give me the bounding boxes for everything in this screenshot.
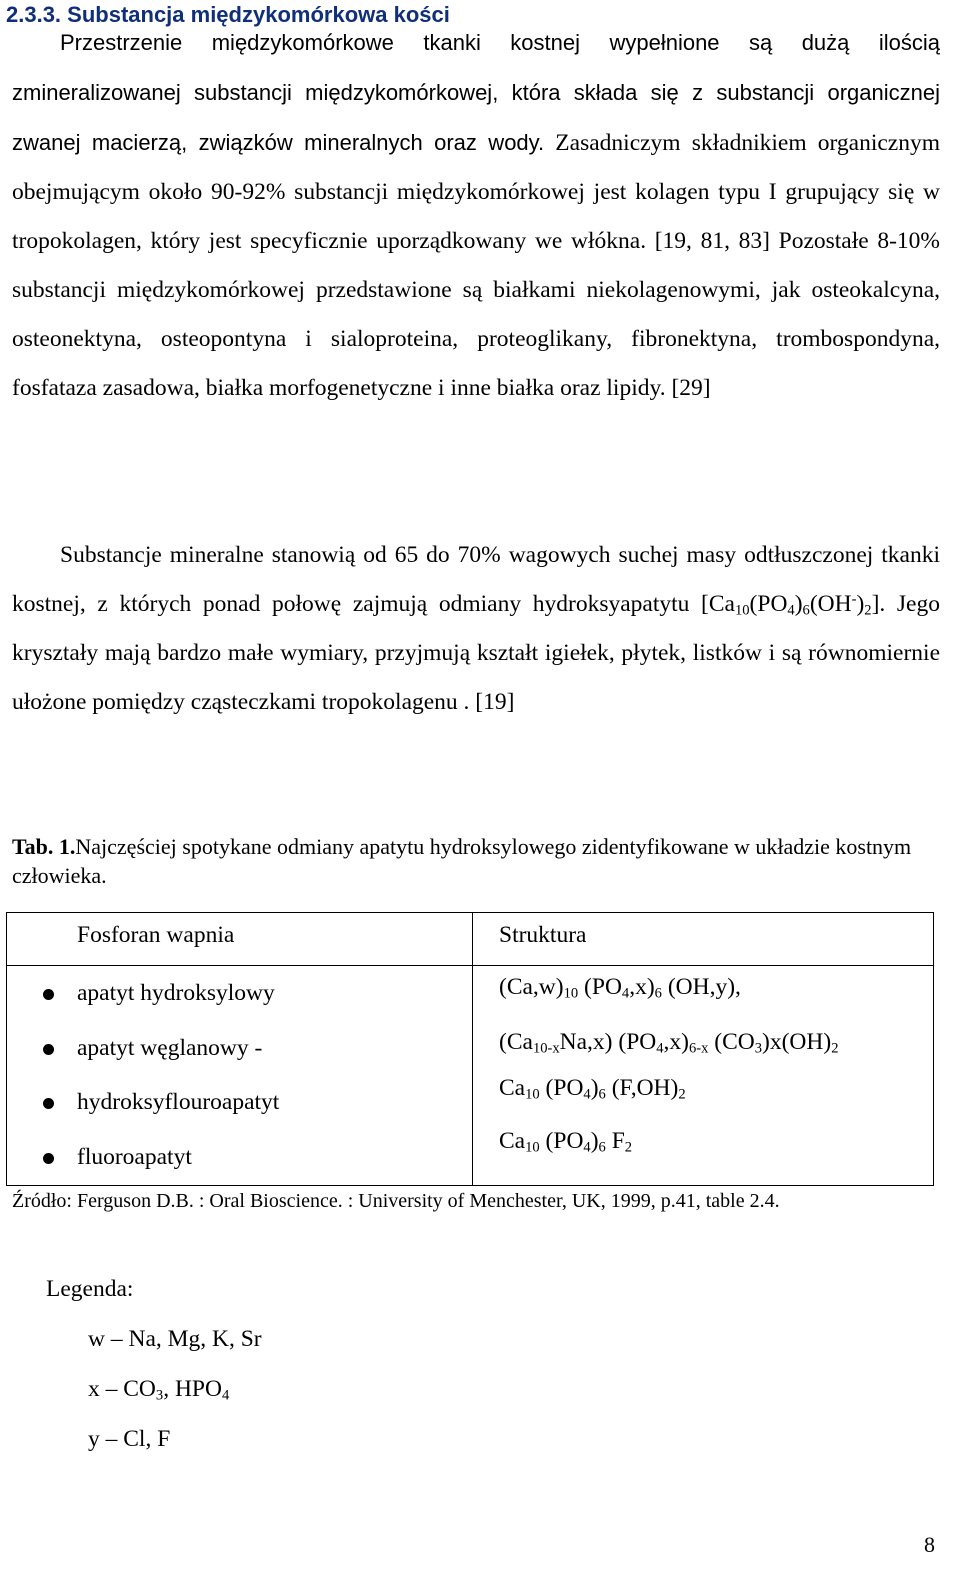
bullet-icon	[43, 1044, 54, 1055]
table-caption-text: Najczęściej spotykane odmiany apatytu hydroksylowego zidentyfikowane w układzie kostnym człowieka.	[12, 834, 912, 888]
formula-text: Ca	[499, 1128, 526, 1154]
formula-text: )	[590, 1075, 599, 1101]
formula-subscript: 4	[583, 1086, 591, 1103]
apatite-name: fluoroapatyt	[77, 1144, 192, 1170]
formula-text: )x(OH)	[762, 1029, 832, 1055]
formula-text: (Ca	[499, 1029, 533, 1055]
formula-text: ,x)	[663, 1029, 689, 1055]
table-row	[7, 1075, 933, 1136]
formula-text: (PO	[578, 974, 622, 1000]
formula-text: (PO	[539, 1128, 584, 1154]
text-run: (OH	[809, 591, 852, 617]
apatite-name: apatyt węglanowy -	[77, 1035, 263, 1061]
formula-subscript: 3	[754, 1040, 763, 1057]
subscript: 3	[155, 1387, 164, 1404]
table-header-calcium-phosphate: Fosforan wapnia	[77, 922, 235, 948]
paragraph-minerals	[12, 531, 940, 727]
paragraph-matrix	[12, 18, 940, 413]
formula-text: (F,OH)	[605, 1075, 679, 1101]
table-source: Źródło: Ferguson D.B. : Oral Bioscience. : University of Menchester, UK, 1999, p.41, table 2.4.	[12, 1190, 780, 1212]
formula-subscript: 6	[598, 1139, 606, 1156]
subscript: 6	[802, 602, 810, 619]
text-run: )	[794, 591, 803, 617]
formula-subscript: 10	[525, 1139, 540, 1156]
formula-subscript: 10	[563, 985, 579, 1002]
text-run: ]. Jego kryształy mają bardzo małe wymiary, przyjmują kształt igiełek, płytek, listków i są równomiernie ułożone pomiędzy cząsteczkami tropokolagenu . [19]	[12, 591, 940, 715]
formula-text: (Ca,w)	[499, 974, 564, 1000]
legend-item-y: y – Cl, F	[88, 1426, 171, 1452]
formula-text: Ca	[499, 1075, 526, 1101]
bullet-icon	[43, 1153, 54, 1164]
formula-subscript: 2	[624, 1139, 633, 1156]
formula-subscript: 4	[656, 1040, 664, 1057]
formula-text: F	[605, 1128, 625, 1154]
formula-subscript: 10	[525, 1086, 540, 1103]
formula-text: )	[590, 1128, 599, 1154]
table-header-divider	[7, 965, 933, 966]
legend-item-x	[88, 1376, 229, 1403]
formula-text: (PO	[539, 1075, 584, 1101]
bullet-icon	[43, 1098, 54, 1109]
text-run: x – CO	[88, 1376, 156, 1402]
table-row	[7, 975, 933, 1027]
formula-text: (OH,y),	[661, 974, 741, 1000]
formula-text: ,x)	[629, 974, 655, 1000]
formula-text: (CO	[708, 1029, 755, 1055]
apatite-name: hydroksyflouroapatyt	[77, 1089, 280, 1115]
text-run: , HPO	[163, 1376, 222, 1402]
table-row	[7, 1030, 933, 1082]
apatite-formula	[499, 1070, 686, 1106]
superscript: -	[851, 591, 857, 608]
apatite-table	[6, 912, 934, 1186]
table-header-structure: Struktura	[499, 922, 587, 948]
apatite-formula	[499, 969, 741, 1005]
section-heading: 2.3.3. Substancja międzykomórkowa kości	[6, 2, 450, 27]
paragraph-matrix-intro: Przestrzenie międzykomórkowe tkanki kostnej wypełnione są dużą ilością zmineralizowanej substancji międzykomórkowej, która składa się z substancji organicznej zwanej macierzą, związków mineralnych oraz wody.	[12, 30, 940, 155]
text-run: (PO	[749, 591, 788, 617]
subscript: 4	[221, 1387, 230, 1404]
formula-subscript: 2	[831, 1040, 839, 1057]
formula-subscript: 6-x	[688, 1040, 709, 1057]
bullet-icon	[43, 989, 54, 1000]
formula-subscript: 6	[654, 985, 662, 1002]
formula-subscript: 4	[621, 985, 630, 1002]
apatite-formula	[499, 1123, 632, 1159]
legend-item-w: w – Na, Mg, K, Sr	[88, 1326, 262, 1352]
text-run: Substancje mineralne stanowią od 65 do 70% wagowych suchej masy odtłuszczonej tkanki kostnej, z których ponad połowę zajmują odmiany hydroksyapatytu [Ca	[12, 542, 940, 617]
table-caption-label: Tab. 1.	[12, 834, 76, 859]
subscript: 2	[864, 602, 872, 619]
legend-title: Legenda:	[46, 1276, 134, 1302]
table-caption	[12, 832, 940, 890]
table-row	[7, 1128, 933, 1191]
apatite-formula	[499, 1024, 838, 1060]
formula-subscript: 10-x	[532, 1040, 560, 1057]
formula-text: Na,x) (PO	[559, 1029, 657, 1055]
apatite-name: apatyt hydroksylowy	[77, 980, 275, 1006]
formula-subscript: 2	[678, 1086, 686, 1103]
page-number: 8	[924, 1532, 935, 1557]
subscript: 10	[734, 602, 750, 619]
subscript: 4	[787, 602, 795, 619]
formula-subscript: 6	[598, 1086, 606, 1103]
formula-subscript: 4	[583, 1139, 591, 1156]
paragraph-matrix-body: Zasadniczym składnikiem organicznym obejmującym około 90-92% substancji międzykomórkowej jest kolagen typu I grupujący się w tropokolagen, który jest specyficznie uporządkowany we włókna. [19, 81, 83] Pozostałe 8-10% substancji międzykomórkowej przedstawione są białkami niekolagenowymi, jak osteokalcyna, osteonektyna, osteopontyna i sialoproteina, proteoglikany, fibronektyna, trombospondyna, fosfataza zasadowa, białka morfogenetyczne i inne białka oraz lipidy. [29]	[12, 130, 941, 401]
text-run: )	[856, 591, 865, 617]
